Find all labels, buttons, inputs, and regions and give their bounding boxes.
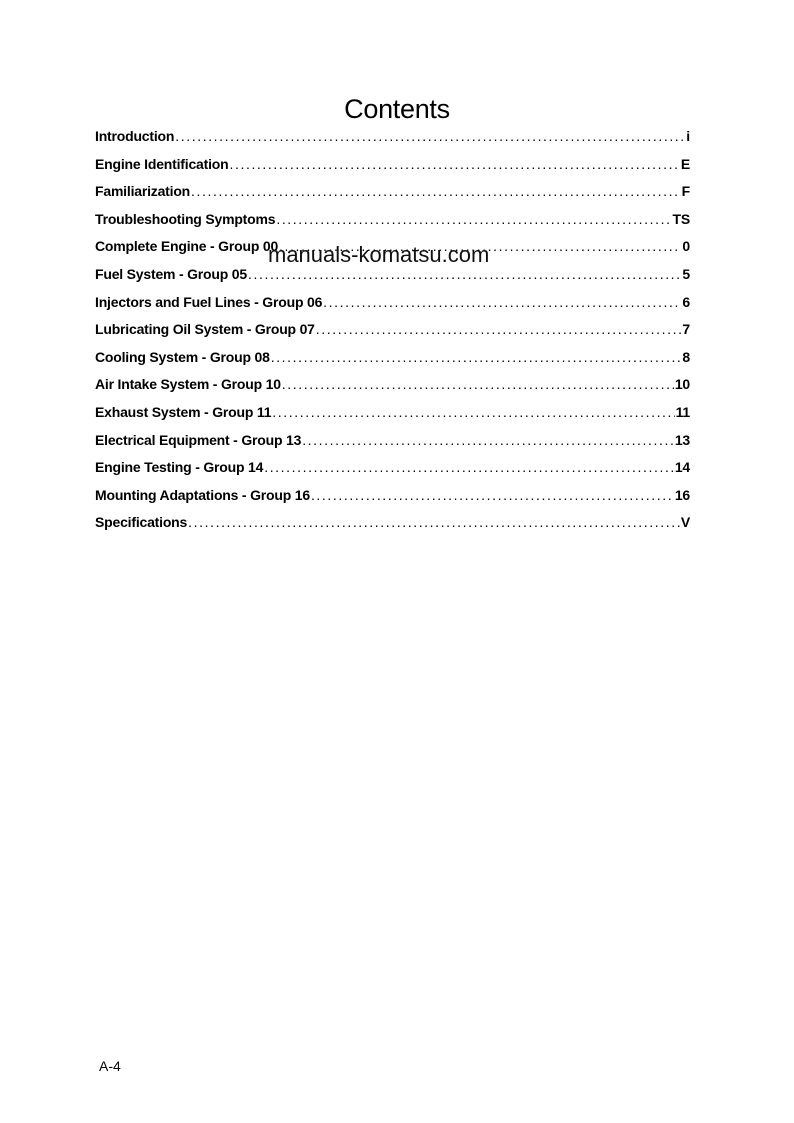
toc-entry-fuel-system[interactable] xyxy=(95,266,690,294)
dot-leader xyxy=(272,404,674,420)
toc-entry-introduction[interactable] xyxy=(95,128,690,156)
dot-leader xyxy=(323,294,681,310)
dot-leader xyxy=(191,183,681,199)
toc-entry-cooling-system[interactable] xyxy=(95,349,690,377)
toc-entry-engine-identification[interactable] xyxy=(95,156,690,184)
dot-leader xyxy=(302,432,674,448)
toc-label: Specifications xyxy=(95,514,188,531)
dot-leader xyxy=(229,156,679,172)
toc-page: 16 xyxy=(674,486,690,503)
toc-page: 6 xyxy=(682,293,690,310)
page-title: Contents xyxy=(344,94,450,124)
toc-label: Exhaust System - Group 11 xyxy=(95,403,272,420)
dot-leader xyxy=(311,487,674,503)
toc-entry-troubleshooting[interactable] xyxy=(95,211,690,239)
toc-page: 8 xyxy=(682,348,690,365)
dot-leader xyxy=(188,514,680,530)
toc-entry-lubricating-oil[interactable] xyxy=(95,321,690,349)
toc-entry-mounting[interactable] xyxy=(95,487,690,515)
toc-label: Familiarization xyxy=(95,183,191,200)
dot-leader xyxy=(264,459,674,475)
toc-page: 13 xyxy=(674,431,690,448)
watermark: manuals-komatsu.com xyxy=(268,242,490,267)
toc-label: Mounting Adaptations - Group 16 xyxy=(95,486,310,503)
dot-leader xyxy=(271,349,682,365)
dot-leader xyxy=(316,321,682,337)
toc-entry-familiarization[interactable] xyxy=(95,183,690,211)
toc-page: 14 xyxy=(674,459,690,476)
toc-entry-specifications[interactable] xyxy=(95,514,690,542)
toc-label: Electrical Equipment - Group 13 xyxy=(95,431,302,448)
dot-leader xyxy=(282,376,674,392)
toc-label: Injectors and Fuel Lines - Group 06 xyxy=(95,293,323,310)
toc-label: Troubleshooting Symptoms xyxy=(95,210,276,227)
page-number: A-4 xyxy=(99,1058,121,1074)
toc-label: Fuel System - Group 05 xyxy=(95,265,247,282)
toc-page: i xyxy=(686,128,690,144)
toc-page: 0 xyxy=(682,238,690,255)
table-of-contents xyxy=(95,128,690,542)
toc-entry-exhaust-system[interactable] xyxy=(95,404,690,432)
toc-page: 10 xyxy=(674,376,690,393)
toc-label: Engine Identification xyxy=(95,155,229,172)
dot-leader xyxy=(175,128,685,144)
toc-entry-injectors[interactable] xyxy=(95,294,690,322)
toc-entry-air-intake[interactable] xyxy=(95,376,690,404)
toc-page: TS xyxy=(672,210,690,227)
toc-entry-engine-testing[interactable] xyxy=(95,459,690,487)
toc-page: 5 xyxy=(682,265,690,282)
toc-label: Lubricating Oil System - Group 07 xyxy=(95,321,315,338)
toc-label: Engine Testing - Group 14 xyxy=(95,459,264,476)
toc-label: Introduction xyxy=(95,128,175,144)
toc-label: Air Intake System - Group 10 xyxy=(95,376,281,393)
toc-page: 7 xyxy=(682,321,690,338)
toc-entry-electrical[interactable] xyxy=(95,432,690,460)
toc-page: E xyxy=(680,155,690,172)
toc-label: Complete Engine - Group 00 xyxy=(95,238,279,255)
dot-leader xyxy=(276,211,671,227)
toc-page: V xyxy=(680,514,690,531)
dot-leader xyxy=(248,266,681,282)
toc-page: 11 xyxy=(675,403,690,420)
toc-label: Cooling System - Group 08 xyxy=(95,348,270,365)
toc-page: F xyxy=(681,183,690,200)
